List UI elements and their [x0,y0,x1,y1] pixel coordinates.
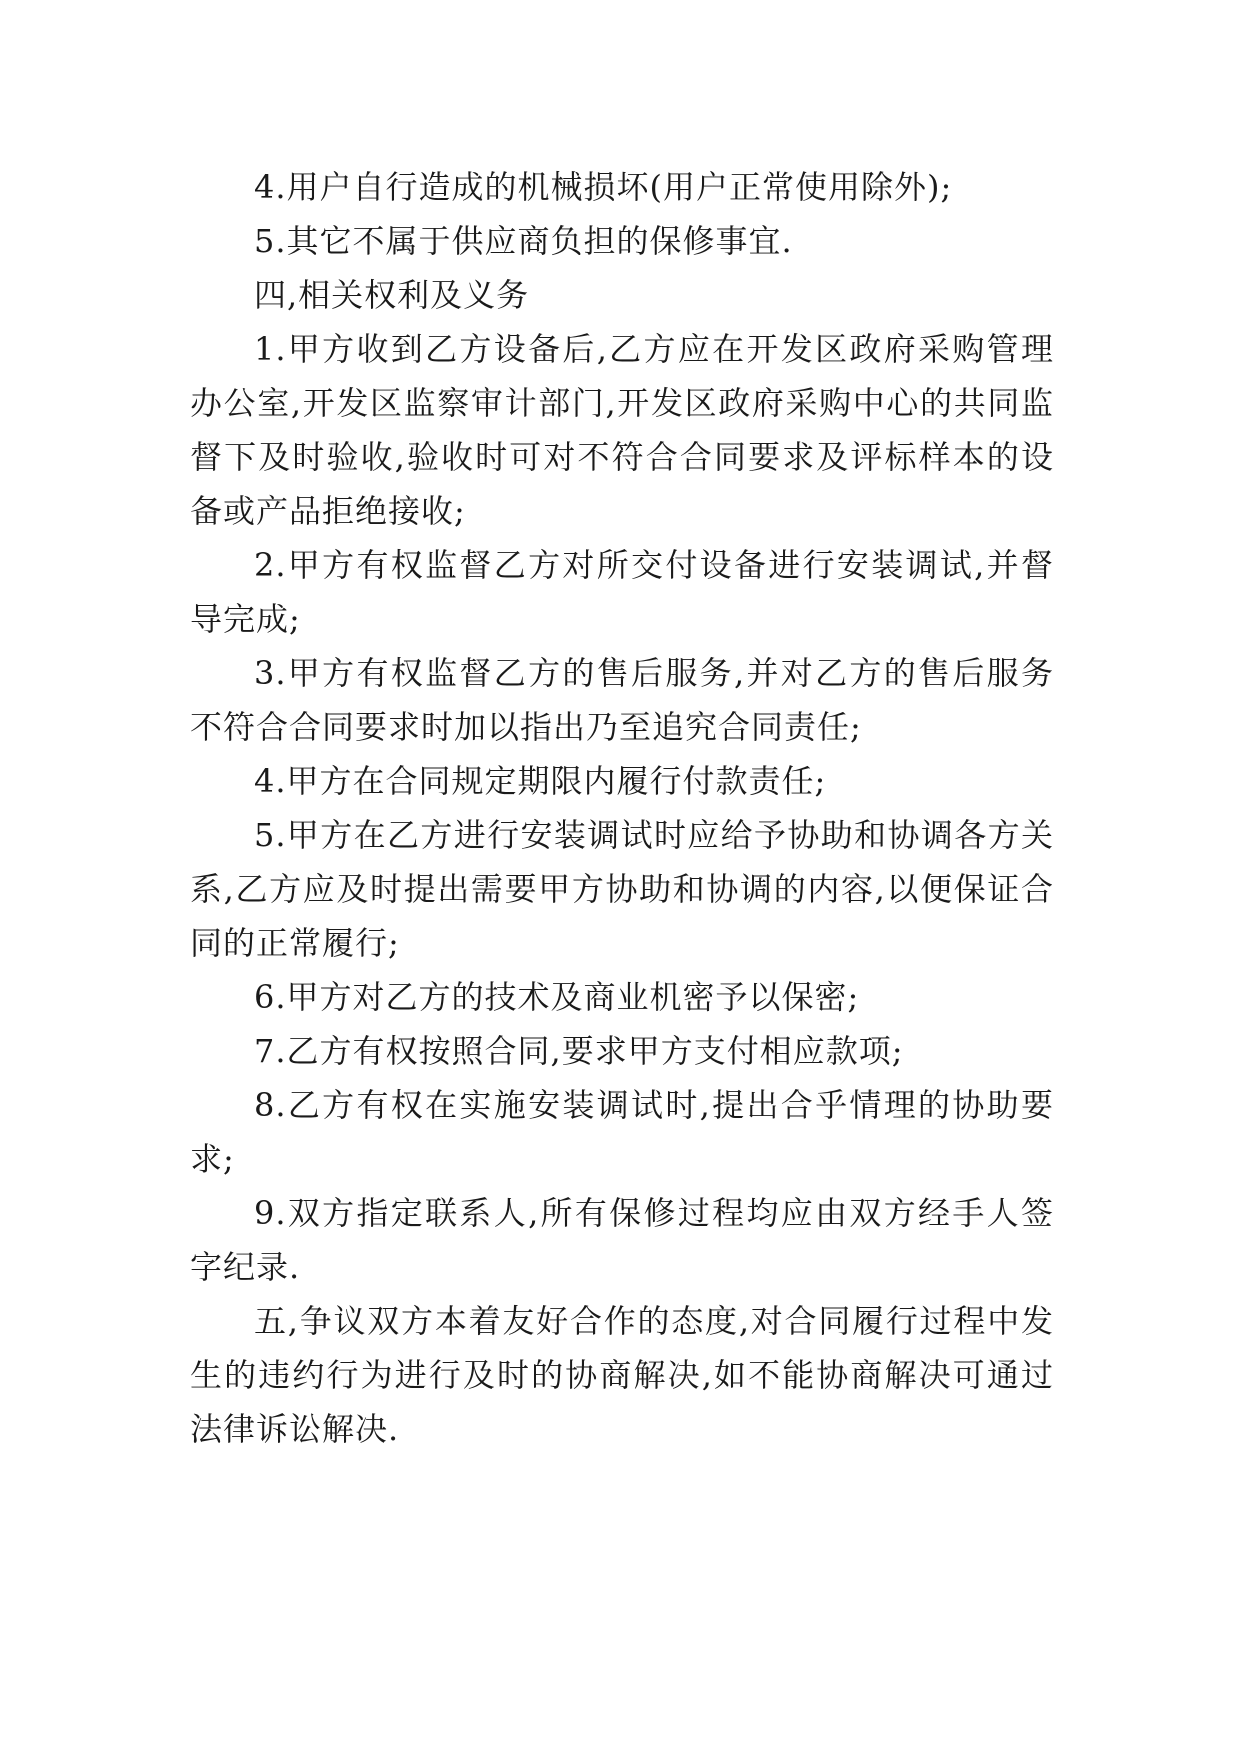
section-heading-rights-obligations: 四,相关权利及义务 [254,276,530,314]
paragraph-rights-9: 9.双方指定联系人,所有保修过程均应由双方经手人签字纪录. [190,1194,1054,1286]
paragraph-item-4-machine-damage: 4.用户自行造成的机械损坏(用户正常使用除外); [254,168,953,206]
paragraph-rights-5: 5.甲方在乙方进行安装调试时应给予协助和协调各方关系,乙方应及时提出需要甲方协助和协调的内容,以便保证合同的正常履行; [190,816,1054,962]
paragraph-rights-3: 3.甲方有权监督乙方的售后服务,并对乙方的售后服务不符合合同要求时加以指出乃至追究合同责任; [190,654,1054,746]
paragraph-dispute-resolution: 五,争议双方本着友好合作的态度,对合同履行过程中发生的违约行为进行及时的协商解决,如不能协商解决可通过法律诉讼解决. [190,1302,1054,1448]
paragraph-item-5-other-warranty: 5.其它不属于供应商负担的保修事宜. [254,222,793,260]
paragraph-rights-6: 6.甲方对乙方的技术及商业机密予以保密; [254,978,860,1016]
paragraph-rights-2: 2.甲方有权监督乙方对所交付设备进行安装调试,并督导完成; [190,546,1054,638]
paragraph-rights-8: 8.乙方有权在实施安装调试时,提出合乎情理的协助要求; [190,1086,1054,1178]
paragraph-rights-4: 4.甲方在合同规定期限内履行付款责任; [254,762,827,800]
document-body [190,160,1054,1456]
paragraph-rights-1: 1.甲方收到乙方设备后,乙方应在开发区政府采购管理办公室,开发区监察审计部门,开发区政府采购中心的共同监督下及时验收,验收时可对不符合合同要求及评标样本的设备或产品拒绝接收; [190,330,1054,530]
paragraph-rights-7: 7.乙方有权按照合同,要求甲方支付相应款项; [254,1032,904,1070]
